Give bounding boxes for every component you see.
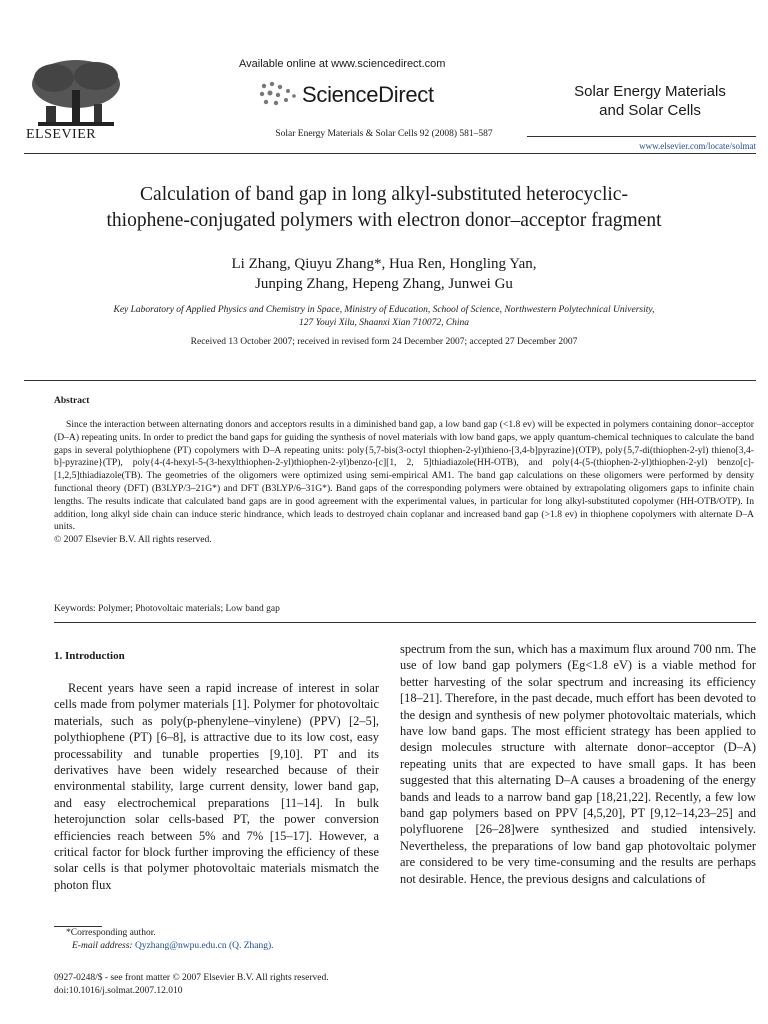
abstract-copyright: © 2007 Elsevier B.V. All rights reserved. <box>54 534 212 546</box>
journal-title-rule <box>527 136 756 137</box>
journal-citation: Solar Energy Materials & Solar Cells 92 (2008) 581–587 <box>275 129 493 139</box>
section-heading-introduction: 1. Introduction <box>54 650 125 662</box>
intro-column-left: Recent years have seen a rapid increase of interest in solar cells made from polymer materials [1]. Polymer for photovoltaic materials, such as poly(p-phenylene–vinylene) (PPV) [2–5], polythiophene (PT) [6–8], is attractive due to its low cost, easy processability and tunable properties [9,10]. PT and its derivatives have been widely researched because of their environmental stability, large current density, lower band gap, and easy electrochemical preparations [11–14]. In bulk heterojunction solar cells-based PT, the power conversion efficiencies reach between 5% and 7% [15–17]. However, a critical factor for block further improving the efficiency of these solar cells is that polymer photovoltaic materials mismatch the photon flux <box>54 681 379 892</box>
abstract-paragraph: Since the interaction between alternating donors and acceptors results in a diminished band gap, a low band gap (<1.8 ev) will be expected in polymers containing donor–acceptor (D–A) repeating units. In order to predict the band gaps for guiding the synthesis of novel materials with low band gaps, we apply quantum-chemical techniques to calculate the band gaps in several polythiophene (PT) copolymers with D–A repeating units: poly{5,7-bis(3-octyl thiophen-2-yl)thieno-[3,4-b]pyrazine}(OTP), poly{5,7-di(thiophen-2-yl) thieno[3,4-b]-pyrazine}(TP), poly{4-(4-hexyl-5-(3-hexylthiophen-2-yl)thiophen-2-yl)benzo-[c][1, 2, 5]thiadiazole(HH-OTB), and poly{4-(5-(thiophen-2-yl)thiophen-2-yl) benzo[c]-[1,2,5]thiadiazole(TB). The geometries of the oligomers were optimized using semi-empirical AM1. The band gap calculations on these oligomers were performed by density functional theory (DFT) (B3LYP/3–21G*) and DFT (B3LYP/6–31G*). Band gaps of the corresponding polymers were obtained by extrapolating oligomers gaps to infinite chain lengths. The results indicate that calculated band gaps are in good agreement with the experimental values, in particular for long alkyl-substituted copolymer (HH-OTB/OTP). In addition, long alkyl side chain can induce steric hindrance, which leads to destroyed chain coplanar and increased band gap (>1.8 ev) in thiophene copolymers with alternate D–A units. <box>54 419 754 533</box>
article-title <box>20 182 748 234</box>
email-link[interactable]: Qyzhang@nwpu.edu.cn (Q. Zhang). <box>134 941 274 951</box>
footnote-rule <box>54 926 102 927</box>
affiliation <box>20 304 748 330</box>
affiliation-line2: 127 Youyi Xilu, Shaanxi Xian 710072, China <box>298 318 470 328</box>
corresponding-author-note: *Corresponding author. <box>66 928 156 938</box>
received-dates: Received 13 October 2007; received in revised form 24 December 2007; accepted 27 December 2007 <box>190 337 578 347</box>
authors-line2: Junping Zhang, Hepeng Zhang, Junwei Gu <box>255 276 513 292</box>
elsevier-tree-logo <box>24 56 128 132</box>
authors-line1: Li Zhang, Qiuyu Zhang*, Hua Ren, Hongling Yan, <box>231 256 537 272</box>
abstract-body <box>54 419 754 547</box>
affiliation-line1: Key Laboratory of Applied Physics and Chemistry in Space, Ministry of Education, School of Science, Northwestern Polytechnical University, <box>113 305 655 315</box>
author-list <box>20 254 748 294</box>
header-rule <box>24 153 756 154</box>
abstract-top-rule <box>24 380 756 381</box>
abstract-heading: Abstract <box>54 396 90 406</box>
journal-url-link[interactable]: www.elsevier.com/locate/solmat <box>639 141 756 151</box>
available-online-text: Available online at www.sciencedirect.com <box>239 58 446 70</box>
keywords-rule <box>54 622 756 623</box>
doi-link[interactable]: doi:10.1016/j.solmat.2007.12.010 <box>54 986 183 996</box>
publisher-name: ELSEVIER <box>26 127 97 142</box>
front-matter-line: 0927-0248/$ - see front matter © 2007 Elsevier B.V. All rights reserved. <box>54 973 329 983</box>
journal-title <box>550 82 750 120</box>
intro-column-right: spectrum from the sun, which has a maximum flux around 700 nm. The use of low band gap polymers (Eg<1.8 eV) is a viable method for better harvesting of the solar spectrum and increasing its efficiency [18–21]. Therefore, in the past decade, much effort has been devoted to the design and synthesis of new polymer photovoltaic materials, which have low band gaps. The most efficient strategy has been applied to design molecules structure with alternate donor–acceptor (D–A) repeating units that are expected to have small gaps. It has been suggested that this alternating D–A causes a broadening of the energy bands and leads to a narrow band gap [18,21,22]. Recently, a few low band gap polymers based on PPV [4,5,20], PT [9,12–14,23–25] and polyfluorene [26–28]were synthesized and studied intensively. Nevertheless, the preparations of low band gap photovoltaic polymer are considered to be very time-consuming and the results are perhaps not desirable. Hence, the previous designs and calculations of <box>400 642 756 886</box>
journal-title-line2: and Solar Cells <box>599 102 701 119</box>
title-line1: Calculation of band gap in long alkyl-substituted heterocyclic- <box>140 184 628 205</box>
email-note <box>72 941 274 951</box>
title-line2: thiophene-conjugated polymers with electron donor–acceptor fragment <box>106 210 662 231</box>
keywords: Keywords: Polymer; Photovoltaic materials; Low band gap <box>54 604 280 614</box>
sciencedirect-wordmark: ScienceDirect <box>302 82 434 107</box>
email-label: E-mail address: <box>72 941 133 951</box>
journal-title-line1: Solar Energy Materials <box>574 83 726 100</box>
